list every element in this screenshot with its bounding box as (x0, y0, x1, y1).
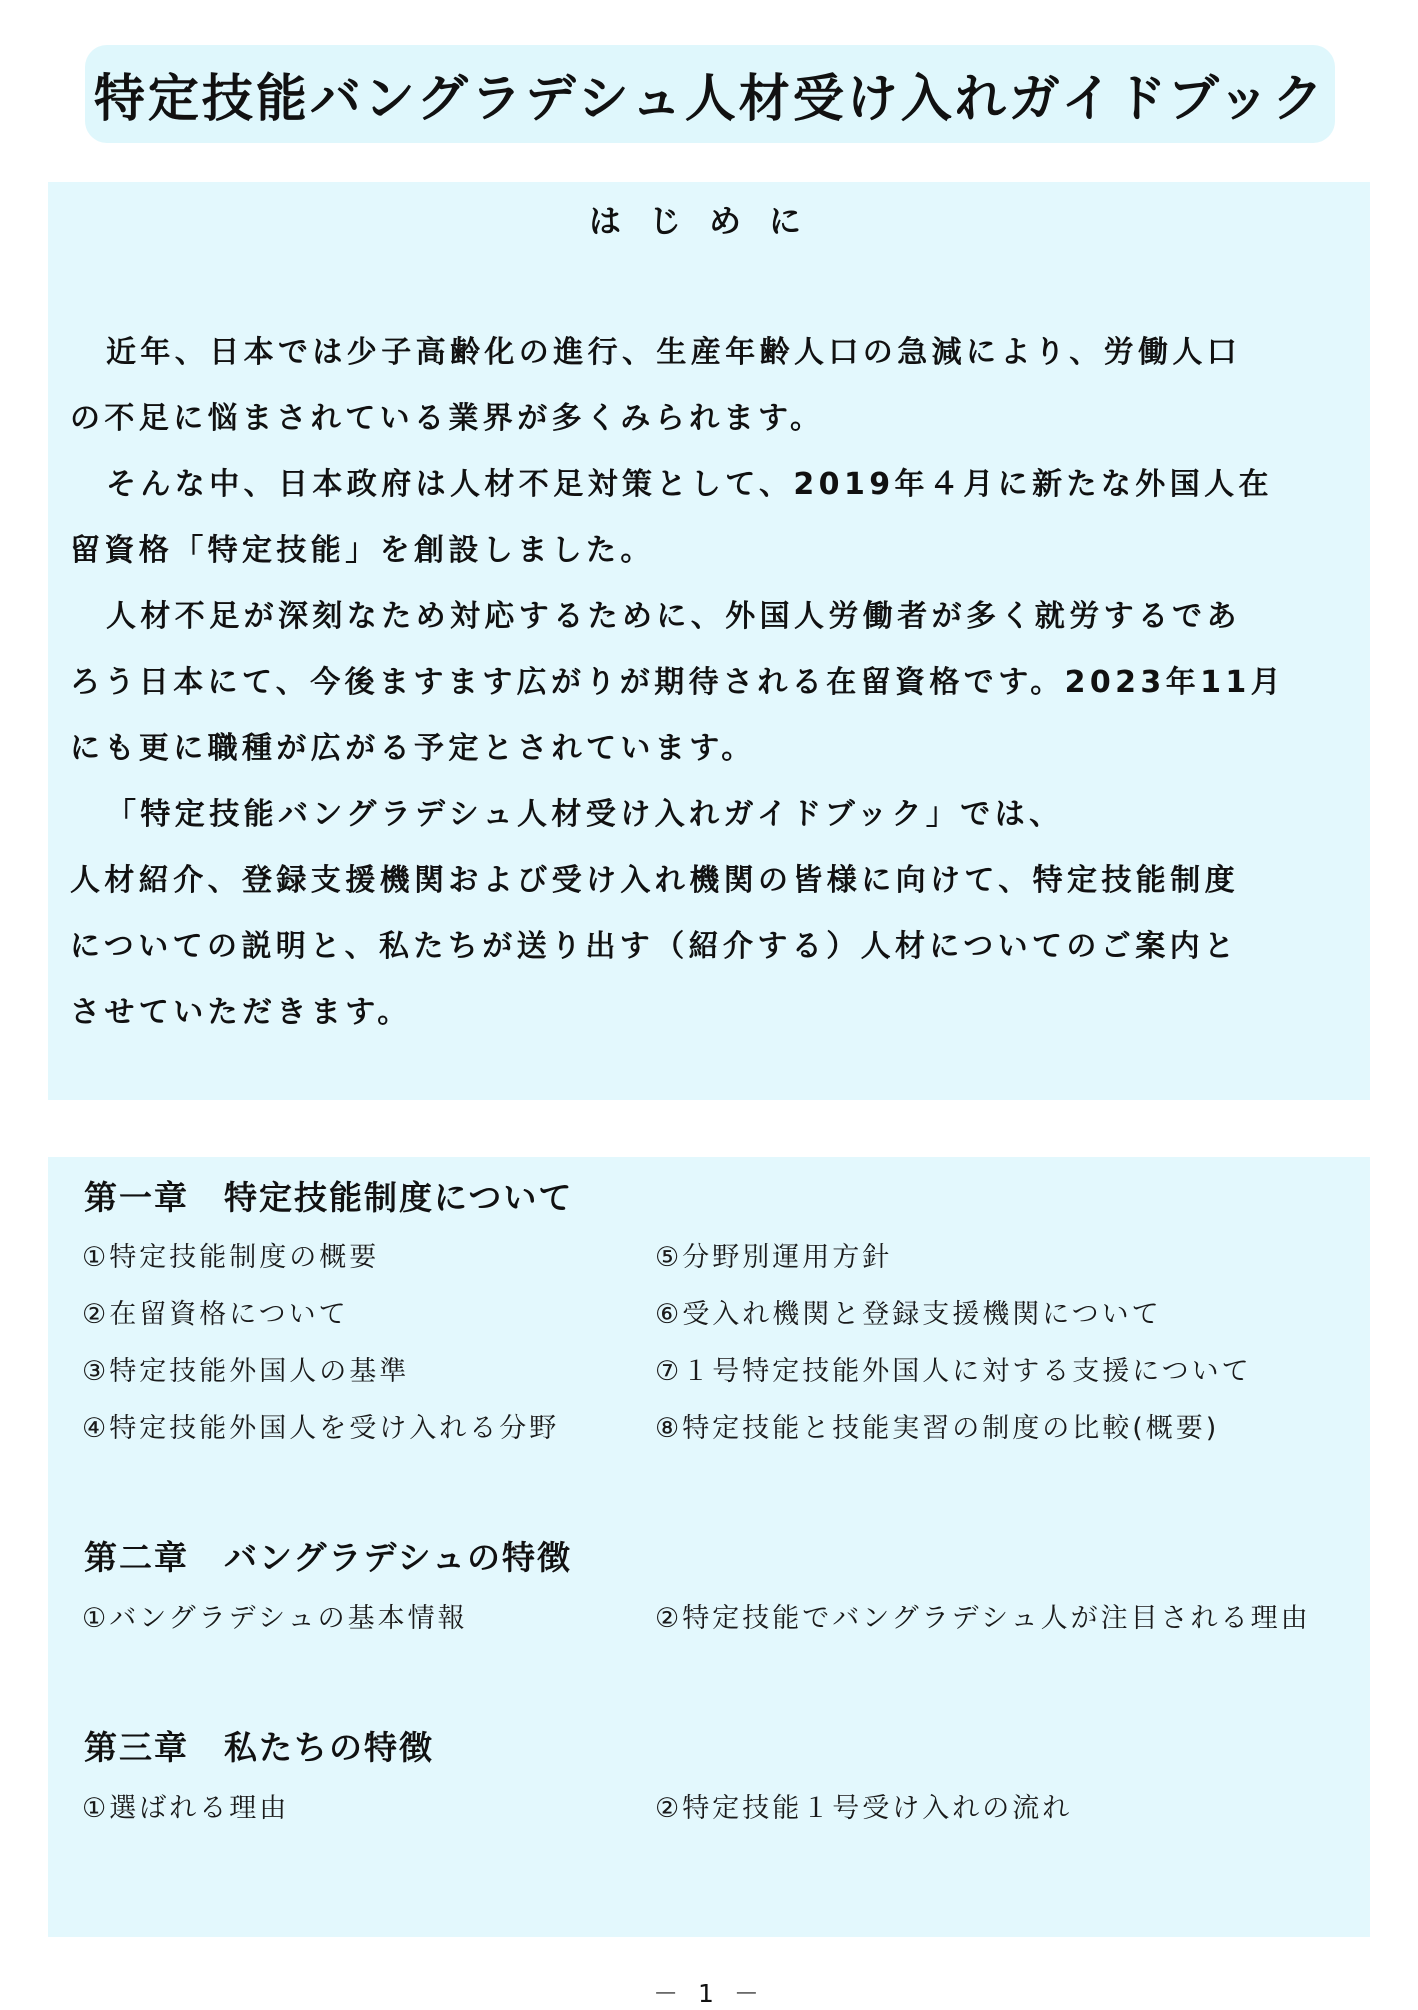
toc-item: ①特定技能制度の概要 (82, 1242, 380, 1273)
introduction-body (70, 320, 1360, 1046)
intro-line: させていただきます。 (70, 995, 412, 1030)
document-title: 特定技能バングラデシュ人材受け入れガイドブック (93, 70, 1327, 129)
page-number: － 1 － (653, 1979, 765, 2008)
chapter-3-title: 第三章 私たちの特徴 (84, 1728, 434, 1767)
intro-line: そんな中、日本政府は人材不足対策として、2019年４月に新たな外国人在 (106, 467, 1273, 502)
toc-item: ①バングラデシュの基本情報 (82, 1603, 468, 1634)
title-banner (85, 45, 1335, 143)
toc-item: ⑥受入れ機関と登録支援機関について (655, 1299, 1162, 1330)
intro-line: 「特定技能バングラデシュ人材受け入れガイドブック」では、 (106, 797, 1064, 832)
toc-item: ④特定技能外国人を受け入れる分野 (82, 1413, 560, 1444)
toc-item: ②特定技能でバングラデシュ人が注目される理由 (655, 1603, 1311, 1634)
intro-line: 近年、日本では少子高齢化の進行、生産年齢人口の急減により、労働人口 (106, 335, 1242, 370)
intro-line: についての説明と、私たちが送り出す（紹介する）人材についてのご案内と (70, 929, 1239, 964)
intro-line: 人材不足が深刻なため対応するために、外国人労働者が多く就労するであ (106, 599, 1241, 634)
intro-line: 人材紹介、登録支援機関および受け入れ機関の皆様に向けて、特定技能制度 (70, 863, 1239, 898)
toc-item: ⑦１号特定技能外国人に対する支援について (655, 1356, 1252, 1387)
toc-item: ③特定技能外国人の基準 (82, 1356, 410, 1387)
introduction-heading: はじめに (588, 202, 829, 240)
toc-item: ⑤分野別運用方針 (655, 1242, 893, 1273)
intro-line: にも更に職種が広がる予定とされています。 (70, 731, 756, 766)
intro-line: ろう日本にて、今後ますます広がりが期待される在留資格です。2023年11月 (70, 665, 1286, 700)
chapter-1-title: 第一章 特定技能制度について (84, 1178, 574, 1217)
toc-item: ⑧特定技能と技能実習の制度の比較(概要) (655, 1413, 1220, 1444)
intro-line: の不足に悩まされている業界が多くみられます。 (70, 401, 825, 436)
toc-item: ②特定技能１号受け入れの流れ (655, 1793, 1073, 1824)
chapter-2-title: 第二章 バングラデシュの特徴 (84, 1538, 573, 1577)
intro-line: 留資格「特定技能」を創設しました。 (70, 533, 655, 568)
toc-item: ②在留資格について (82, 1299, 349, 1330)
toc-item: ①選ばれる理由 (82, 1793, 290, 1824)
